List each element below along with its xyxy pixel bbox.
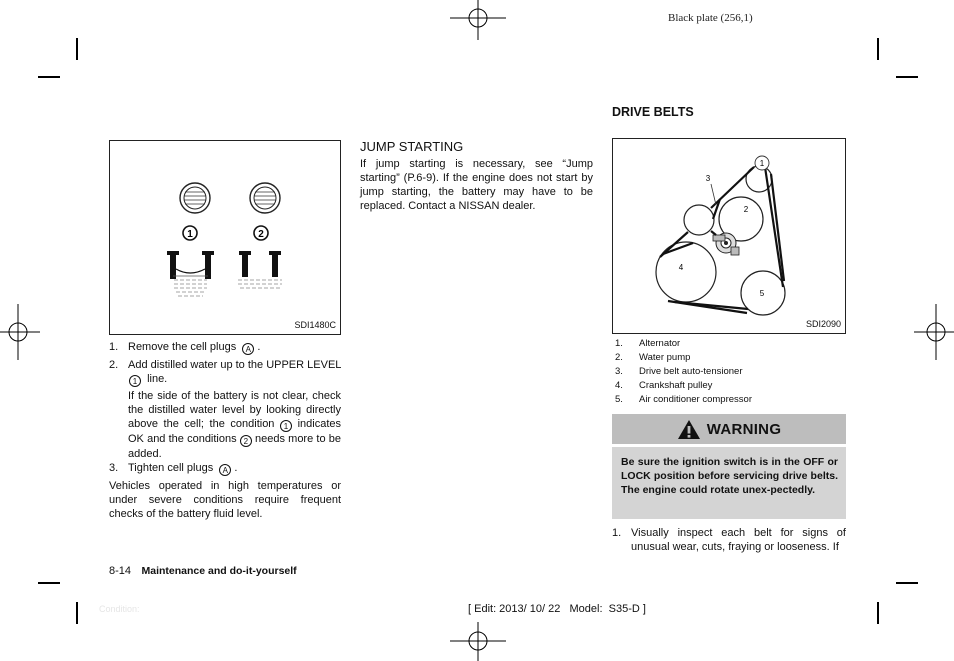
step-text-end: line. (147, 373, 168, 385)
step-number: 1. (109, 341, 119, 353)
figure-label: 1 (187, 229, 193, 240)
legend-number: 3. (615, 366, 623, 377)
step-number: 1. (612, 527, 622, 539)
legend-item (615, 379, 712, 393)
warning-header (612, 414, 846, 444)
tensioner-pulley-icon (684, 205, 714, 235)
badge-a-icon: A (219, 464, 231, 476)
page-number: 8-14 (109, 565, 132, 577)
legend-label: Air conditioner compressor (639, 394, 752, 405)
step-number: 2. (109, 359, 119, 371)
jump-starting-text: If jump starting is necessary, see “Jump starting” (P.6-9). If the engine does not start by jump starting, the battery may have to be replaced. Contact a NISSAN dealer. (360, 158, 593, 212)
crop-mark (76, 602, 78, 624)
legend-item (615, 365, 743, 379)
edit-info: [ Edit: 2013/ 10/ 22 Model: S35-D ] (468, 603, 646, 615)
legend-label: Drive belt auto-tensioner (639, 366, 743, 377)
legend-label: Alternator (639, 338, 681, 349)
section-title: Maintenance and do-it-yourself (141, 565, 297, 577)
step-text: Tighten cell plugs (128, 462, 214, 474)
page-footer (109, 561, 297, 579)
note-text: needs more to be added. (128, 433, 341, 460)
step-text-end: . (257, 341, 261, 353)
drive-belt-figure (612, 138, 846, 334)
crop-mark (896, 582, 918, 584)
legend-number: 5. (615, 394, 623, 405)
crankshaft-pulley-icon (656, 242, 716, 302)
registration-mark-icon (0, 304, 40, 360)
plate-label: Black plate (256,1) (668, 12, 753, 24)
step-1 (109, 340, 342, 355)
inspect-step (612, 526, 846, 554)
crop-mark (38, 582, 60, 584)
figure-label: 4 (678, 263, 684, 272)
crop-mark (896, 76, 918, 78)
figure-label: 1 (759, 159, 765, 168)
figure-label: 3 (705, 174, 711, 183)
legend-label: Crankshaft pulley (639, 380, 713, 391)
figure-label: 2 (258, 229, 264, 240)
fluid-check-paragraph: Vehicles operated in high temperatures or under severe conditions require frequent checks of the battery fluid level. (109, 480, 341, 520)
note-text: indicates OK and the conditions (128, 418, 342, 445)
badge-1-icon: 1 (129, 375, 141, 387)
step-2 (109, 358, 342, 387)
water-level-ok-icon (167, 251, 214, 296)
badge-2-icon: 2 (240, 435, 252, 447)
legend-number: 1. (615, 338, 623, 349)
step-text: Remove the cell plugs (128, 341, 237, 353)
cell-plug-icon (250, 183, 280, 213)
legend-number: 4. (615, 380, 623, 391)
badge-1-icon: 1 (280, 420, 292, 432)
warning-body: Be sure the ignition switch is in the OFF or LOCK position before servicing drive belts. The engine could rotate unex-pectedly. (612, 447, 846, 519)
drive-belts-heading: DRIVE BELTS (612, 105, 694, 119)
registration-mark-icon (450, 622, 506, 661)
crop-mark (38, 76, 60, 78)
step-text: Visually inspect each belt for signs of unusual wear, cuts, fraying or looseness. If (631, 527, 846, 553)
figure-label: 5 (759, 289, 765, 298)
legend-item (615, 337, 680, 351)
step-2-note (128, 389, 341, 461)
jump-starting-heading: JUMP STARTING (360, 139, 464, 154)
legend-number: 2. (615, 352, 623, 363)
battery-cells-illustration (110, 141, 339, 333)
legend-item (615, 393, 752, 407)
figure-code: SDI2090 (805, 319, 841, 329)
cell-plug-icon (180, 183, 210, 213)
registration-mark-icon (450, 0, 506, 40)
crop-mark (877, 38, 879, 60)
water-level-low-icon (238, 251, 282, 288)
registration-mark-icon (914, 304, 954, 360)
legend-item (615, 351, 690, 365)
warning-title: WARNING (706, 420, 782, 438)
figure-code: SDI1480C (294, 320, 336, 330)
crop-mark (76, 38, 78, 60)
warning-triangle-icon (677, 419, 701, 440)
note-text: If the side of the battery is not clear, check the distilled water level by looking directly above the cell; the condition (128, 390, 341, 430)
step-text-end: . (234, 462, 238, 474)
step-text: Add distilled water up to the UPPER LEVEL (128, 359, 342, 371)
battery-figure (109, 140, 341, 335)
figure-label: 2 (743, 205, 749, 214)
legend-label: Water pump (639, 352, 691, 363)
condition-label: Condition: (99, 604, 140, 614)
badge-a-icon: A (242, 343, 254, 355)
step-3 (109, 461, 342, 476)
drive-belt-diagram (613, 139, 844, 332)
step-number: 3. (109, 462, 119, 474)
crop-mark (877, 602, 879, 624)
